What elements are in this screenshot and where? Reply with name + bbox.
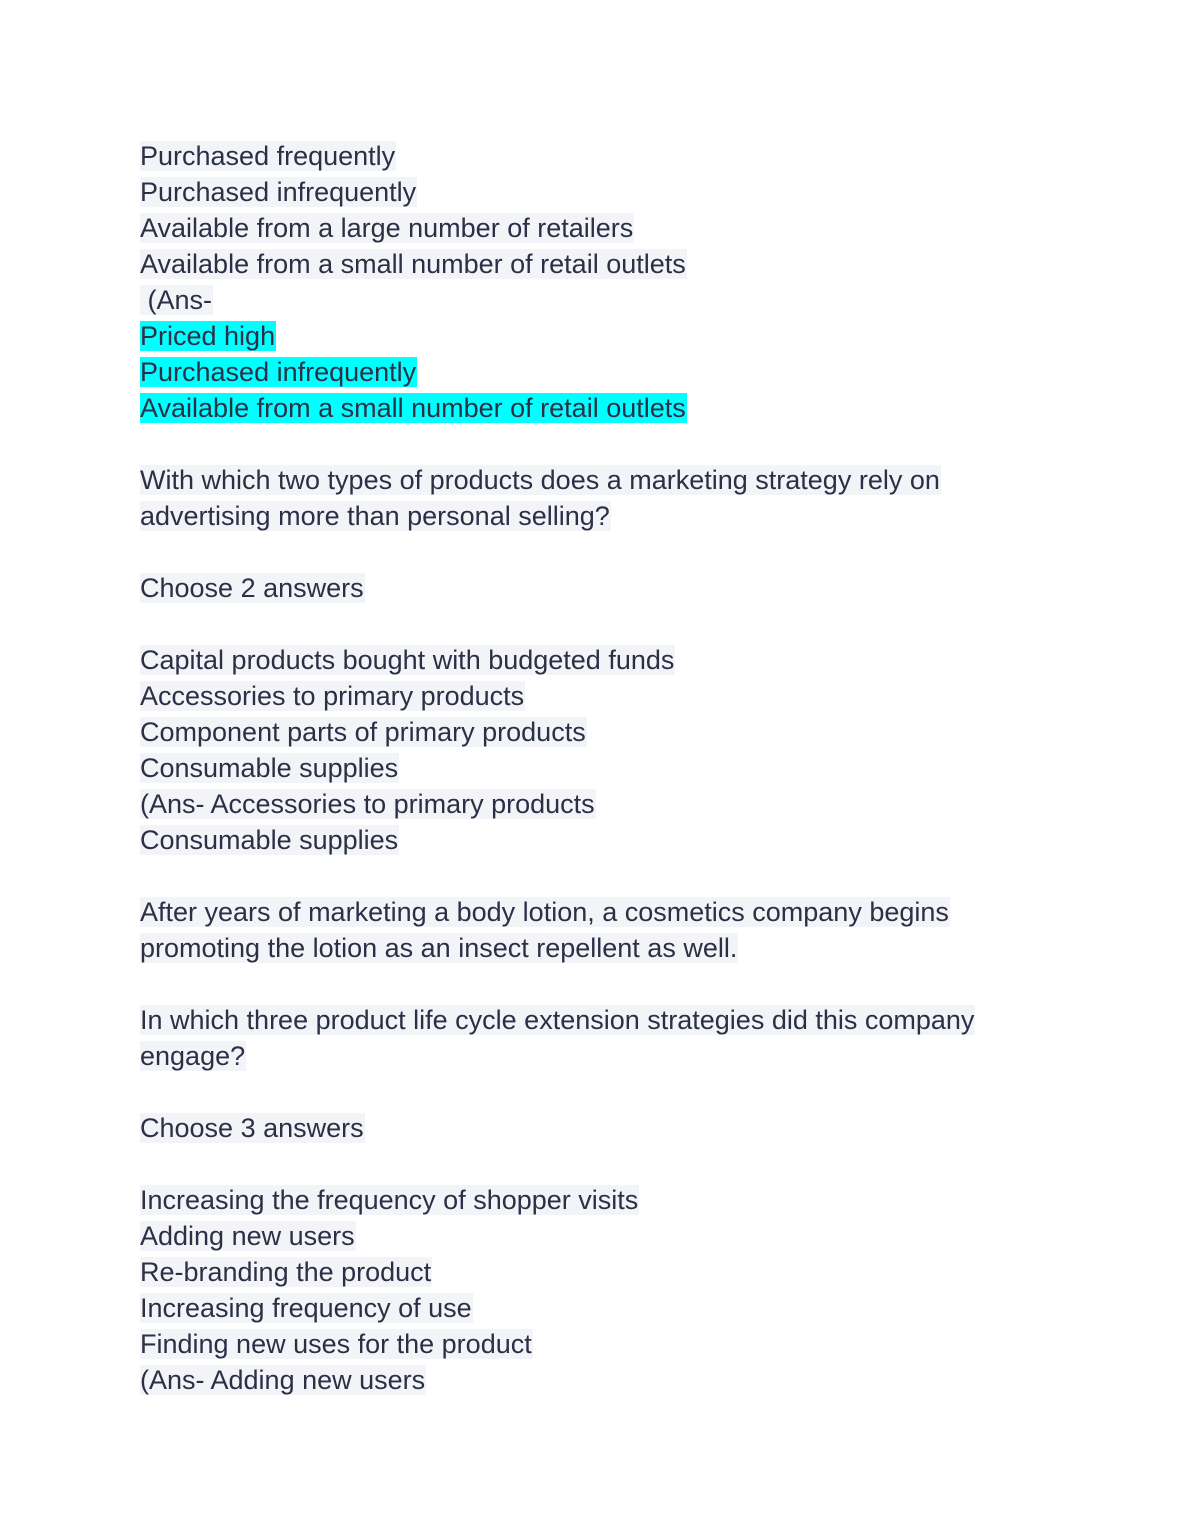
option-line [140,1326,1060,1362]
answer-line [140,1362,1060,1398]
instruction-line [140,570,1060,606]
scenario-text: After years of marketing a body lotion, a cosmetics company begins [140,897,949,927]
option-text: Accessories to primary products [140,681,525,711]
highlighted-answer-line [140,390,1060,426]
option-text: Purchased frequently [140,141,396,171]
option-line [140,642,1060,678]
spacer [140,858,1060,894]
question-line [140,462,1060,498]
spacer [140,426,1060,462]
option-line [140,138,1060,174]
scenario-line [140,894,1060,930]
option-line [140,1182,1060,1218]
option-text: Capital products bought with budgeted funds [140,645,675,675]
answer-line [140,786,1060,822]
question-text: advertising more than personal selling? [140,501,610,531]
answer-line [140,822,1060,858]
option-text: Finding new uses for the product [140,1329,532,1359]
highlighted-answer: Available from a small number of retail outlets [140,393,686,423]
spacer [140,966,1060,1002]
option-line [140,1254,1060,1290]
answer-text: (Ans- Accessories to primary products [140,789,595,819]
option-text: Available from a small number of retail outlets [140,249,686,279]
highlighted-answer: Purchased infrequently [140,357,417,387]
answer-prefix: (Ans- [140,285,213,315]
question-line [140,1038,1060,1074]
instruction-text: Choose 2 answers [140,573,364,603]
option-text: Component parts of primary products [140,717,586,747]
spacer [140,534,1060,570]
question-line [140,498,1060,534]
scenario-text: promoting the lotion as an insect repellent as well. [140,933,738,963]
option-line [140,1218,1060,1254]
answer-text: Consumable supplies [140,825,399,855]
question-text: With which two types of products does a marketing strategy rely on [140,465,940,495]
instruction-text: Choose 3 answers [140,1113,364,1143]
answer-text: (Ans- Adding new users [140,1365,426,1395]
document-page [140,138,1060,1398]
option-text: Available from a large number of retailers [140,213,634,243]
question-text: In which three product life cycle extension strategies did this company [140,1005,975,1035]
instruction-line [140,1110,1060,1146]
option-line [140,210,1060,246]
option-line [140,174,1060,210]
scenario-line [140,930,1060,966]
option-line [140,1290,1060,1326]
option-line [140,678,1060,714]
highlighted-answer-line [140,318,1060,354]
spacer [140,606,1060,642]
option-text: Re-branding the product [140,1257,432,1287]
option-text: Increasing frequency of use [140,1293,472,1323]
highlighted-answer-line [140,354,1060,390]
option-text: Adding new users [140,1221,355,1251]
answer-prefix-line [140,282,1060,318]
spacer [140,1146,1060,1182]
question-text: engage? [140,1041,246,1071]
option-line [140,714,1060,750]
question-line [140,1002,1060,1038]
option-text: Consumable supplies [140,753,399,783]
option-line [140,246,1060,282]
option-text: Purchased infrequently [140,177,417,207]
option-line [140,750,1060,786]
highlighted-answer: Priced high [140,321,276,351]
spacer [140,1074,1060,1110]
option-text: Increasing the frequency of shopper visits [140,1185,639,1215]
